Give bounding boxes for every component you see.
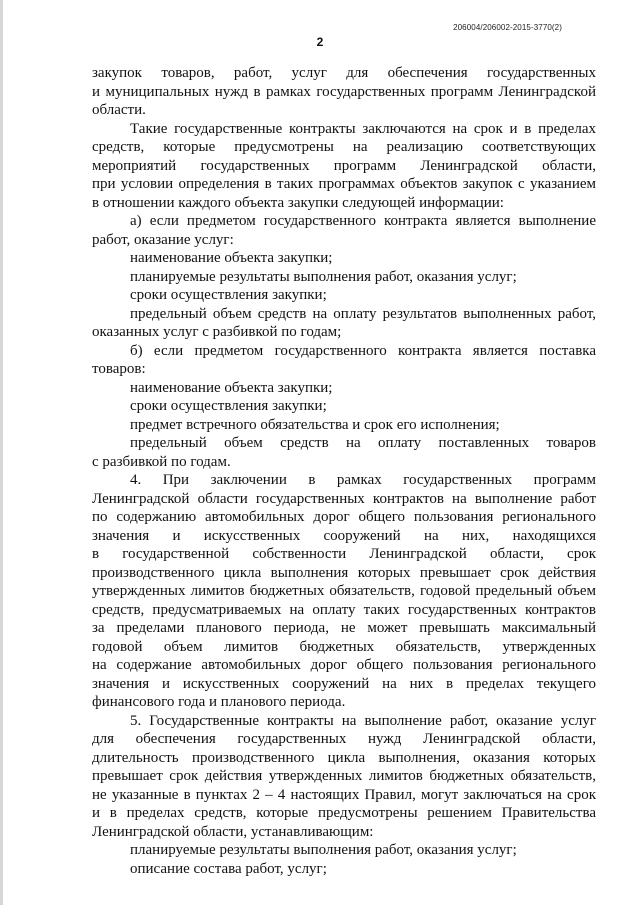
text-line: Ленинградской области, устанавливающим: xyxy=(92,823,374,840)
text-line: закупок товаров, работ, услуг для обеспечения государственных xyxy=(92,65,596,81)
text-line: средств, которые предусмотрены на реализацию соответствующих xyxy=(92,139,596,155)
text-line: производственного цикла выполнения которых превышает срок действия xyxy=(92,564,596,581)
text-line: а) если предметом государственного контракта является выполнение xyxy=(130,213,596,229)
text-line: с разбивкой по годам. xyxy=(92,453,231,470)
text-line: за пределами планового периода, не может превышать максимальный xyxy=(92,620,596,636)
text-line: товаров: xyxy=(92,361,146,377)
document-registration-number: 206004/206002-2015-3770(2) xyxy=(453,23,562,32)
text-line: сроки осуществления закупки; xyxy=(130,287,327,303)
text-line: оказанных услуг с разбивкой по годам; xyxy=(92,324,342,340)
text-line: годовой объем лимитов бюджетных обязательств, утвержденных xyxy=(92,638,596,655)
text-line: превышает срок действия утвержденных лимитов бюджетных обязательств, xyxy=(92,768,596,784)
text-line: в государственной собственности Ленинградской области, срок xyxy=(92,546,596,562)
text-line: при условии определения в таких программах объектов закупок с указанием xyxy=(92,176,596,192)
text-line: работ, оказание услуг: xyxy=(92,231,234,248)
text-line: значения и искусственных сооружений на них, находящихся xyxy=(92,527,596,544)
scan-edge xyxy=(0,0,3,905)
text-line: в отношении каждого объекта закупки следующей информации: xyxy=(92,194,504,211)
text-line: предмет встречного обязательства и срок его исполнения; xyxy=(130,416,500,433)
text-line: планируемые результаты выполнения работ, оказания услуг; xyxy=(130,842,517,858)
text-line: не указанные в пунктах 2 – 4 настоящих Правил, могут заключаться на срок xyxy=(92,786,596,803)
text-line: мероприятий государственных программ Ленинградской области, xyxy=(92,157,596,174)
text-line: и муниципальных нужд в рамках государственных программ Ленинградской xyxy=(92,83,596,100)
document-body xyxy=(92,64,596,878)
text-line: наименование объекта закупки; xyxy=(130,379,333,396)
page-number: 2 xyxy=(316,35,324,49)
text-line: для обеспечения государственных нужд Ленинградской области, xyxy=(92,731,596,747)
text-line: финансового года и планового периода. xyxy=(92,694,346,710)
text-line: и в пределах средств, которые предусмотрены решением Правительства xyxy=(92,805,596,821)
text-line: Такие государственные контракты заключаются на срок и в пределах xyxy=(130,120,596,137)
text-line: предельный объем средств на оплату поставленных товаров xyxy=(130,435,596,451)
text-line: средств, предусматриваемых на оплату таких государственных контрактов xyxy=(92,601,596,618)
text-line: 4. При заключении в рамках государственных программ xyxy=(130,472,596,488)
text-line: на содержание автомобильных дорог общего пользования регионального xyxy=(92,657,596,673)
text-line: Ленинградской области государственных контрактов на выполнение работ xyxy=(92,490,596,507)
text-line: области. xyxy=(92,102,146,118)
text-line: описание состава работ, услуг; xyxy=(130,860,327,877)
text-line: значения и искусственных сооружений на них в пределах текущего xyxy=(92,675,596,692)
text-line: по содержанию автомобильных дорог общего пользования регионального xyxy=(92,509,596,525)
text-line: предельный объем средств на оплату результатов выполненных работ, xyxy=(130,305,596,322)
text-line: сроки осуществления закупки; xyxy=(130,398,327,414)
text-line: наименование объекта закупки; xyxy=(130,250,333,266)
text-line: длительность производственного цикла выполнения, оказания которых xyxy=(92,749,596,766)
text-line: утвержденных лимитов бюджетных обязательств, годовой предельный объем xyxy=(92,583,596,599)
text-line: 5. Государственные контракты на выполнение работ, оказание услуг xyxy=(130,712,596,729)
text-line: б) если предметом государственного контракта является поставка xyxy=(130,342,596,359)
text-line: планируемые результаты выполнения работ, оказания услуг; xyxy=(130,268,517,285)
